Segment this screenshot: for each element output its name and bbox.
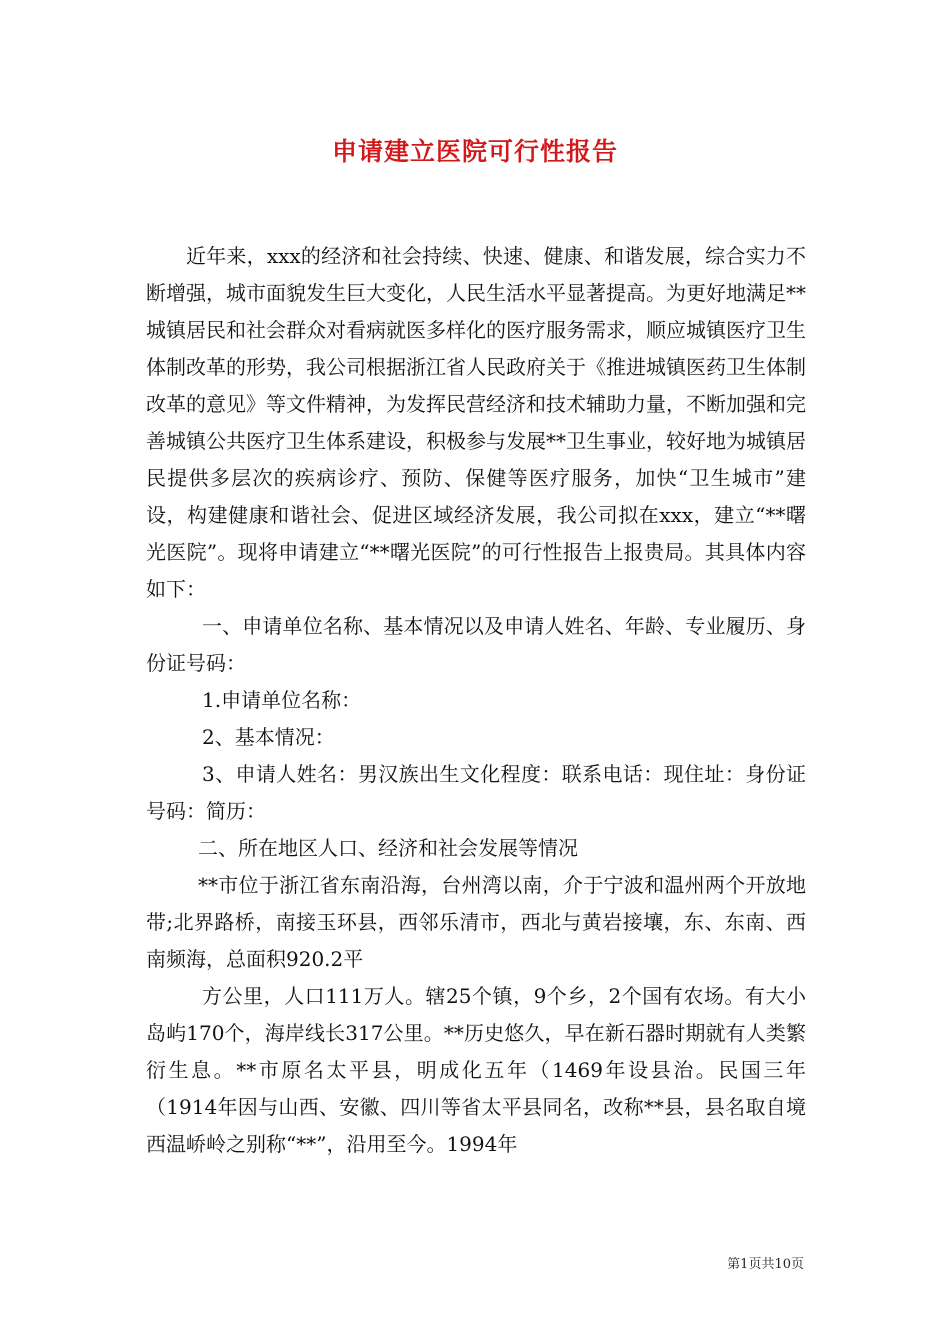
- paragraph-location: **市位于浙江省东南沿海，台州湾以南，介于宁波和温州两个开放地带;北界路桥，南接玉环县，西邻乐清市，西北与黄岩接壤，东、东南、西南频海，总面积920.2平: [146, 873, 806, 971]
- page-number: 第1页共10页: [727, 1257, 804, 1272]
- paragraph-history: 方公里，人口111万人。辖25个镇，9个乡，2个国有农场。有大小岛屿170个，海岸线长317公里。**历史悠久，早在新石器时期就有人类繁衍生息。**市原名太平县，明成化五年（1469年设县治。民国三年（1914年因与山西、安徽、四川等省太平县同名，改称**县，县名取自境西温峤岭之别称“**”，沿用至今。1994年: [146, 984, 806, 1156]
- paragraph-intro: 近年来，xxx的经济和社会持续、快速、健康、和谐发展，综合实力不断增强，城市面貌发生巨大变化，人民生活水平显著提高。为更好地满足**城镇居民和社会群众对看病就医多样化的医疗服务需求，顺应城镇医疗卫生体制改革的形势，我公司根据浙江省人民政府关于《推进城镇医药卫生体制改革的意见》等文件精神，为发挥民营经济和技术辅助力量，不断加强和完善城镇公共医疗卫生体系建设，积极参与发展**卫生事业，较好地为城镇居民提供多层次的疾病诊疗、预防、保健等医疗服务，加快“卫生城市”建设，构建健康和谐社会、促进区域经济发展，我公司拟在xxx，建立“**曙光医院”。现将申请建立“**曙光医院”的可行性报告上报贵局。其具体内容如下：: [146, 244, 806, 601]
- paragraph-section-1-heading: 一、申请单位名称、基本情况以及申请人姓名、年龄、专业履历、身份证号码：: [146, 614, 806, 675]
- paragraph-item-2: 2、基本情况：: [202, 725, 335, 749]
- paragraph-section-2-heading: 二、所在地区人口、经济和社会发展等情况: [198, 836, 578, 860]
- document-title: 申请建立医院可行性报告: [331, 137, 618, 166]
- paragraph-item-3: 3、申请人姓名：男汉族出生文化程度：联系电话：现住址：身份证号码：简历：: [146, 762, 806, 823]
- paragraph-item-1: 1.申请单位名称：: [202, 688, 362, 712]
- document-body: [146, 238, 806, 1163]
